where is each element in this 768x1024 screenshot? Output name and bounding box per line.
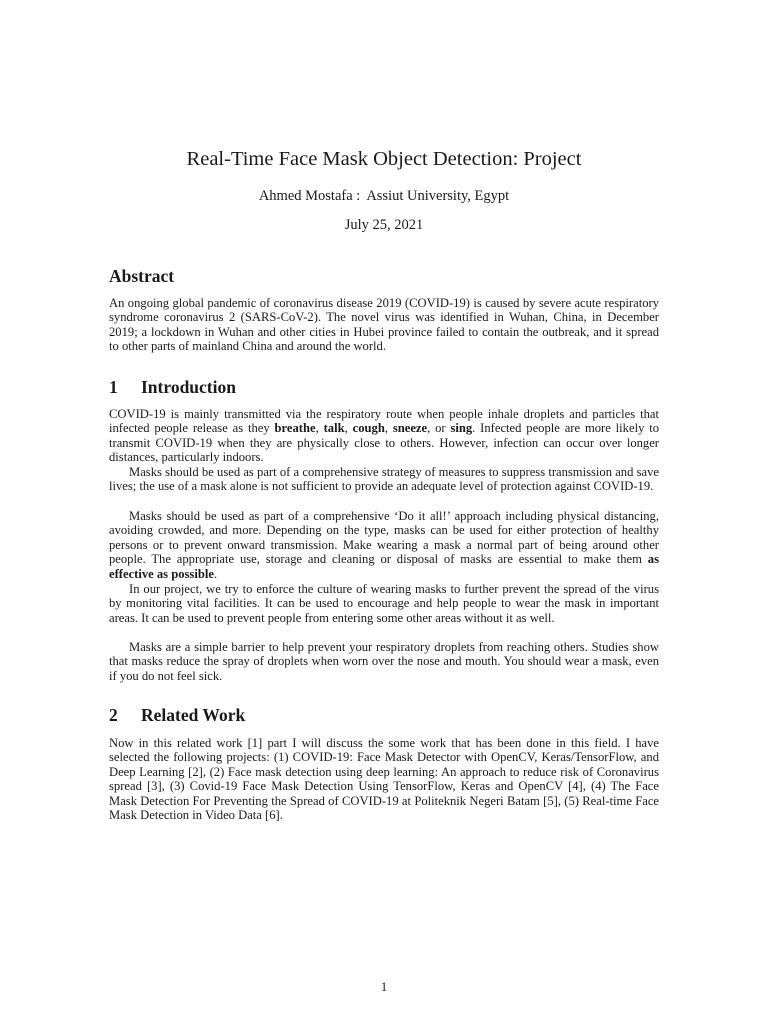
bold-term: sneeze	[392, 421, 428, 436]
introduction-heading	[109, 376, 236, 398]
related-work-heading	[109, 704, 245, 726]
paper-date: July 25, 2021	[344, 217, 424, 233]
section-title: Introduction	[141, 377, 236, 397]
bold-term: breathe	[274, 421, 316, 436]
bold-term: cough	[352, 421, 385, 436]
related-work-text: Now in this related work [1] part I will discuss the some work that has been done in this field. I have selected the following projects: (1) COVID-19: Face Mask Detector with OpenCV, Keras/TensorFlow, and Deep Learning [2], (2) Face mask detection using deep learning: An approach to reduce risk of Coronavirus spread [3], (3) Covid-19 Face Mask Detection Using TensorFlow, Keras and OpenCV [4], (4) The Face Mask Detection For Preventing the Spread of COVID-19 at Politeknik Negeri Batam [5], (5) Real-time Face Mask Detection in Video Data [6].	[109, 736, 659, 823]
abstract-text: An ongoing global pandemic of coronavirus disease 2019 (COVID-19) is caused by severe acute respiratory syndrome coronavirus 2 (SARS-CoV-2). The novel virus was identified in Wuhan, China, in December 2019; a lockdown in Wuhan and other cities in Hubei province failed to contain the outbreak, and it spread to other parts of mainland China and around the world.	[109, 296, 659, 354]
intro-paragraph-4: In our project, we try to enforce the culture of wearing masks to further prevent the spread of the virus by monitoring vital facilities. It can be used to encourage and help people to wear the mask in important areas. It can be used to prevent people from entering some other areas without it as well.	[109, 582, 659, 625]
section-title: Related Work	[141, 705, 246, 725]
page-number: 1	[380, 980, 388, 994]
intro-paragraph-1: COVID-19 is mainly transmitted via the respiratory route when people inhale droplets and particles that infected people release as they breathe, talk, cough, sneeze, or sing. Infected people are more likely to transmit COVID-19 when they are physically close to others. However, infection can occur over longer distances, particularly indoors.	[109, 407, 660, 465]
bold-term: talk	[323, 421, 345, 436]
bold-term: sing	[450, 421, 473, 436]
bold-phrase: as effective as possible	[109, 552, 659, 581]
intro-paragraph-2: Masks should be used as part of a comprehensive strategy of measures to suppress transmission and save lives; the use of a mask alone is not sufficient to provide an adequate level of protection against COVID-19.	[109, 465, 659, 494]
author-name: Ahmed Mostafa :	[258, 188, 361, 204]
author-line	[0, 186, 768, 206]
author-affiliation: Assiut University, Egypt	[366, 188, 510, 204]
abstract-heading: Abstract	[109, 266, 175, 286]
paper-title: Real-Time Face Mask Object Detection: Project	[186, 148, 582, 170]
intro-paragraph-3: Masks should be used as part of a comprehensive ‘Do it all!’ approach including physical distancing, avoiding crowded, and more. Depending on the type, masks can be used for either protection of healthy persons or to prevent onward transmission. Make wearing a mask a normal part of being around other people. The appropriate use, storage and cleaning or disposal of masks are essential to make them as effective as possible.	[109, 509, 659, 581]
section-number: 2	[109, 705, 118, 725]
intro-paragraph-5: Masks are a simple barrier to help prevent your respiratory droplets from reaching others. Studies show that masks reduce the spray of droplets when worn over the nose and mouth. You should wear a mask, even if you do not feel sick.	[109, 640, 659, 683]
section-number: 1	[109, 377, 118, 397]
